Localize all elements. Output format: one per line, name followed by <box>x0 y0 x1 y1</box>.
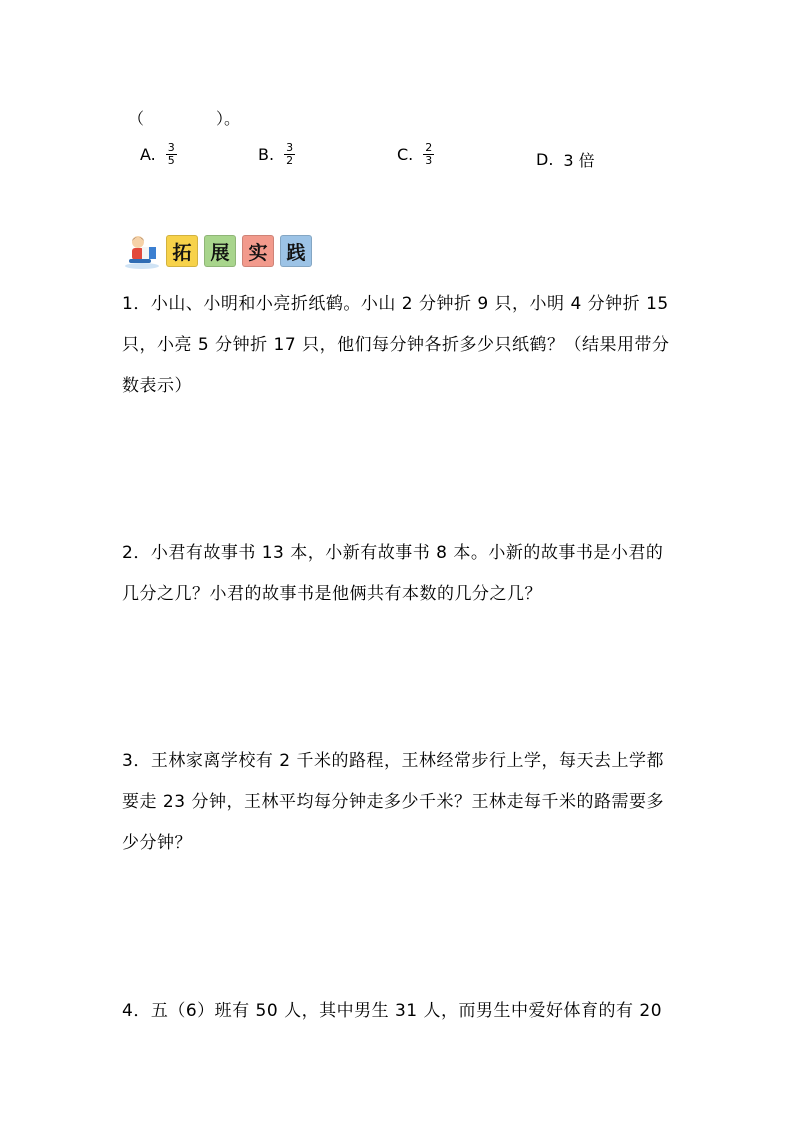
reading-child-icon <box>122 233 162 269</box>
option-a <box>140 142 177 167</box>
question-4: 4．五（6）班有 50 人，其中男生 31 人，而男生中爱好体育的有 20 <box>122 1001 663 1021</box>
option-letter: C. <box>397 145 414 164</box>
option-c <box>397 142 434 167</box>
option-fraction <box>166 142 177 167</box>
section-banner <box>122 233 318 269</box>
fraction-numerator: 2 <box>425 141 433 154</box>
question-3: 3．王林家离学校有 2 千米的路程，王林经常步行上学，每天去上学都要走 23 分钟，王林平均每分钟走多少千米？王林走每千米的路需要多少分钟？ <box>122 751 664 853</box>
fraction-denominator: 2 <box>286 154 294 167</box>
option-text: 3 倍 <box>563 151 595 170</box>
answer-blank-close: ）。 <box>216 109 241 128</box>
question-1: 1．小山、小明和小亮折纸鹤。小山 2 分钟折 9 只，小明 4 分钟折 15 只，小亮 5 分钟折 17 只，他们每分钟各折多少只纸鹤？（结果用带分数表示） <box>122 294 670 396</box>
option-b <box>258 142 295 167</box>
fraction-denominator: 5 <box>167 154 175 167</box>
banner-tile: 实 <box>242 235 274 267</box>
answer-blank <box>128 106 240 129</box>
option-letter: D. <box>536 150 554 169</box>
option-d <box>536 148 595 171</box>
option-letter: A. <box>140 145 156 164</box>
fraction-denominator: 3 <box>425 154 433 167</box>
fraction-numerator: 3 <box>167 141 175 154</box>
answer-blank-open: （ <box>128 109 145 128</box>
question-2: 2．小君有故事书 13 本，小新有故事书 8 本。小新的故事书是小君的几分之几？小君的故事书是他俩共有本数的几分之几？ <box>122 543 664 604</box>
option-fraction <box>423 142 434 167</box>
option-fraction <box>284 142 295 167</box>
banner-tile: 展 <box>204 235 236 267</box>
option-letter: B. <box>258 145 275 164</box>
fraction-numerator: 3 <box>286 141 294 154</box>
banner-tile: 拓 <box>166 235 198 267</box>
banner-tile: 践 <box>280 235 312 267</box>
